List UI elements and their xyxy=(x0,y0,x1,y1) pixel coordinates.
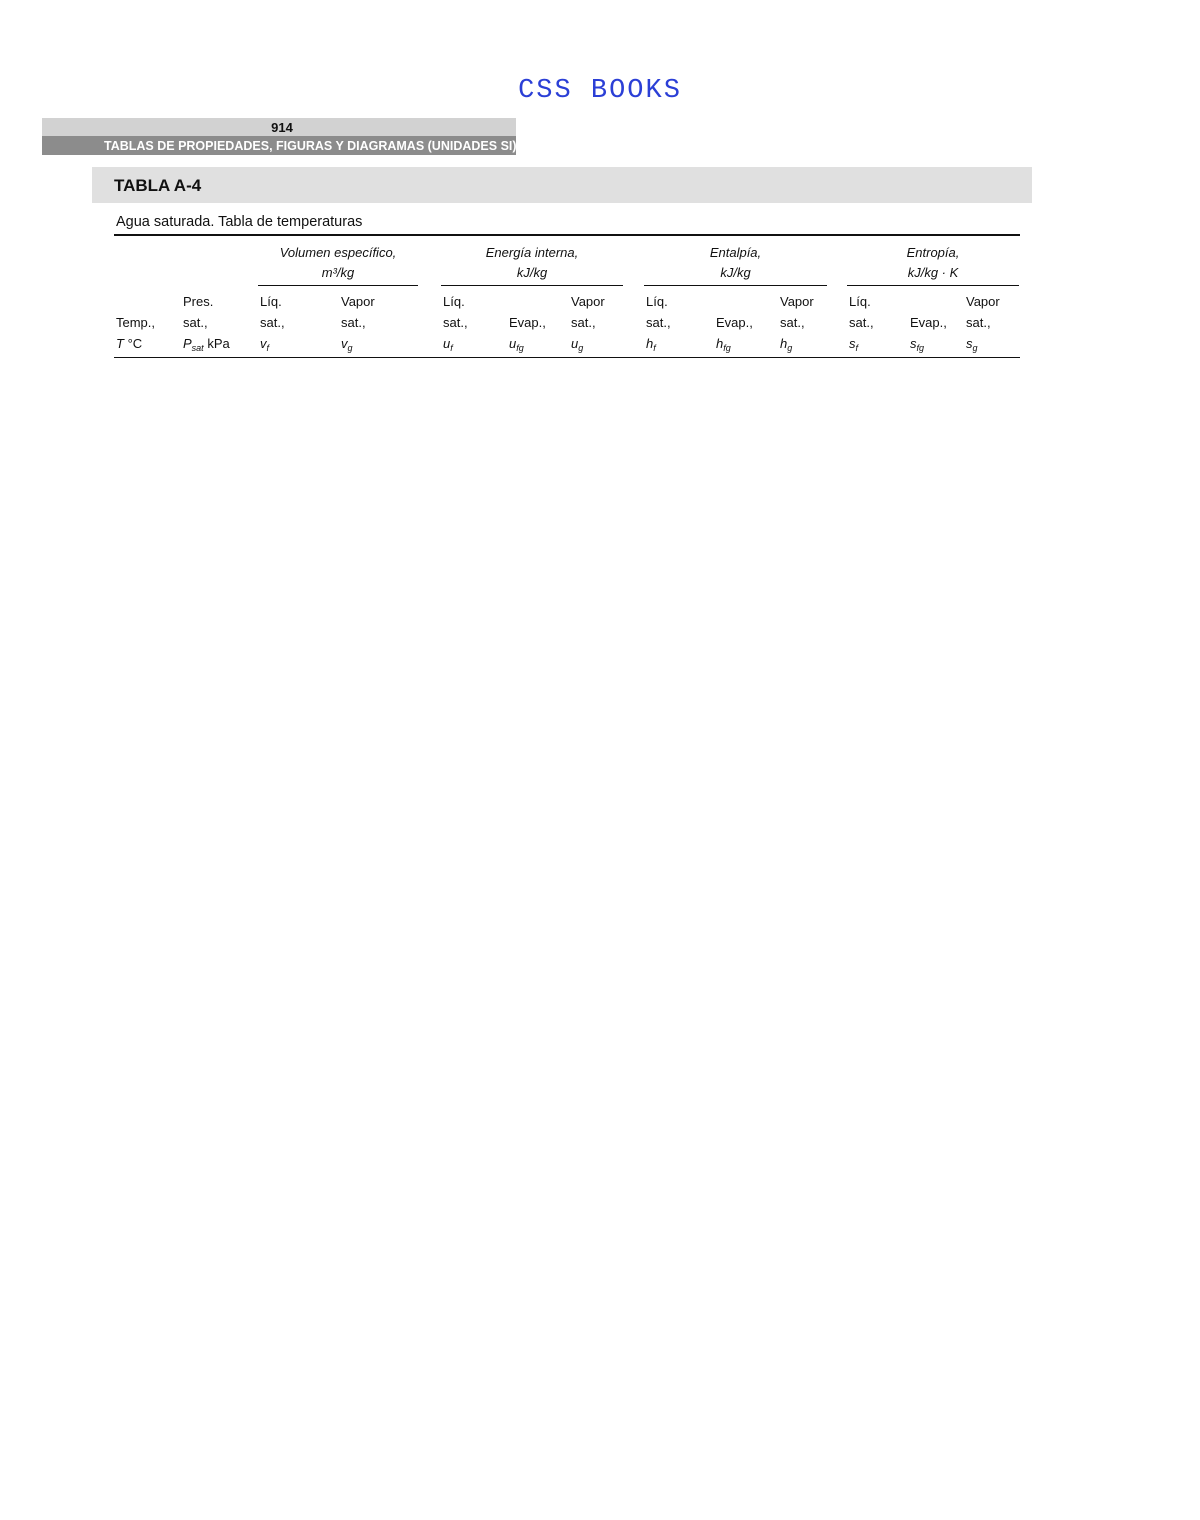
ufg-symbol: u xyxy=(509,336,517,351)
sg-symbol: s xyxy=(966,336,973,351)
header-pressure xyxy=(183,291,230,359)
header-hf-line2: sat., xyxy=(646,315,671,330)
table-top-rule xyxy=(114,234,1020,236)
hf-sub: f xyxy=(653,343,656,353)
header-temp xyxy=(116,312,155,354)
vf-symbol: v xyxy=(260,336,267,351)
group-entropy-title: Entropía, xyxy=(906,245,960,260)
hf-symbol: h xyxy=(646,336,654,351)
header-temp-line: Temp., xyxy=(116,315,156,330)
header-hfg xyxy=(716,312,753,359)
header-hfg-line2: Evap., xyxy=(716,315,753,330)
header-vf xyxy=(260,291,285,359)
header-vg-line1: Vapor xyxy=(341,294,375,309)
header-vf-symbol xyxy=(260,333,285,359)
header-vg-line2: sat., xyxy=(341,315,366,330)
vf-sub: f xyxy=(266,343,270,353)
header-sf-line2: sat., xyxy=(849,315,874,330)
ufg-sub: fg xyxy=(516,343,524,353)
uf-symbol: u xyxy=(443,336,451,351)
header-sf-symbol xyxy=(849,333,874,359)
header-sfg-line2: Evap., xyxy=(910,315,947,330)
header-vg-symbol xyxy=(341,333,375,359)
group-entropy-unit: kJ/kg · K xyxy=(907,265,959,280)
group-energy-rule xyxy=(441,285,623,286)
header-ufg xyxy=(509,312,546,359)
group-volume xyxy=(258,243,418,283)
header-hf-symbol xyxy=(646,333,671,359)
group-enthalpy-title: Entalpía, xyxy=(709,245,762,260)
watermark-text: CSS BOOKS xyxy=(518,76,682,106)
header-uf-line2: sat., xyxy=(443,315,468,330)
header-uf-symbol xyxy=(443,333,468,359)
header-ufg-symbol xyxy=(509,333,546,359)
table-caption: Agua saturada. Tabla de temperaturas xyxy=(116,214,363,230)
vg-sub: g xyxy=(347,343,353,353)
uf-sub: f xyxy=(450,343,453,353)
hg-sub: g xyxy=(787,343,793,353)
vg-symbol: v xyxy=(341,336,348,351)
group-energy-unit: kJ/kg xyxy=(516,265,548,280)
table-label-band xyxy=(92,167,1032,203)
sf-symbol: s xyxy=(849,336,856,351)
header-hf xyxy=(646,291,671,359)
header-sfg-symbol xyxy=(910,333,947,359)
header-hg-symbol xyxy=(780,333,814,359)
header-ug xyxy=(571,291,605,359)
header-sf-line1: Líq. xyxy=(849,294,871,309)
header-ug-line2: sat., xyxy=(571,315,596,330)
header-pressure-line1: Pres. xyxy=(183,294,214,309)
running-header xyxy=(42,118,516,156)
header-sg-symbol xyxy=(966,333,1000,359)
pres-unit: kPa xyxy=(207,336,230,351)
table-label: TABLA A-4 xyxy=(114,176,202,195)
temp-symbol: T xyxy=(116,336,124,351)
ug-sub: g xyxy=(578,343,584,353)
pres-symbol: P xyxy=(183,336,192,351)
header-pressure-symbol xyxy=(183,333,230,359)
section-title: TABLAS DE PROPIEDADES, FIGURAS Y DIAGRAMAS (UNIDADES SI) xyxy=(42,136,516,155)
sg-sub: g xyxy=(972,343,978,353)
header-uf-line1: Líq. xyxy=(443,294,465,309)
page-number: 914 xyxy=(42,118,516,136)
header-hg-line1: Vapor xyxy=(780,294,814,309)
group-energy-title: Energía interna, xyxy=(485,245,579,260)
header-pressure-line2: sat., xyxy=(183,315,208,330)
hfg-sub: fg xyxy=(723,343,731,353)
header-sf xyxy=(849,291,874,359)
header-hf-line1: Líq. xyxy=(646,294,668,309)
header-sg xyxy=(966,291,1000,359)
sfg-symbol: s xyxy=(910,336,917,351)
group-energy xyxy=(441,243,623,283)
header-temp-symbol xyxy=(116,333,155,354)
header-bottom-rule xyxy=(114,357,1020,358)
header-ug-line1: Vapor xyxy=(571,294,605,309)
group-volume-rule xyxy=(258,285,418,286)
group-entropy-rule xyxy=(847,285,1019,286)
group-enthalpy-rule xyxy=(644,285,827,286)
header-sfg xyxy=(910,312,947,359)
ug-symbol: u xyxy=(571,336,579,351)
header-uf xyxy=(443,291,468,359)
pres-sub: sat xyxy=(191,343,204,353)
header-sg-line2: sat., xyxy=(966,315,991,330)
hg-symbol: h xyxy=(780,336,788,351)
header-hfg-symbol xyxy=(716,333,753,359)
group-volume-title: Volumen específico, xyxy=(279,245,397,260)
header-vf-line2: sat., xyxy=(260,315,285,330)
group-enthalpy-unit: kJ/kg xyxy=(720,265,751,280)
hfg-symbol: h xyxy=(716,336,724,351)
header-ug-symbol xyxy=(571,333,605,359)
header-vf-line1: Líq. xyxy=(260,294,282,309)
header-hg-line2: sat., xyxy=(780,315,805,330)
group-volume-unit: m³/kg xyxy=(321,265,355,280)
header-sg-line1: Vapor xyxy=(966,294,1000,309)
sf-sub: f xyxy=(855,343,859,353)
temp-unit: °C xyxy=(127,336,143,351)
group-entropy xyxy=(847,243,1019,283)
header-ufg-line2: Evap., xyxy=(509,315,546,330)
group-enthalpy xyxy=(644,243,827,283)
header-hg xyxy=(780,291,814,359)
header-vg xyxy=(341,291,375,359)
sfg-sub: fg xyxy=(916,343,925,353)
